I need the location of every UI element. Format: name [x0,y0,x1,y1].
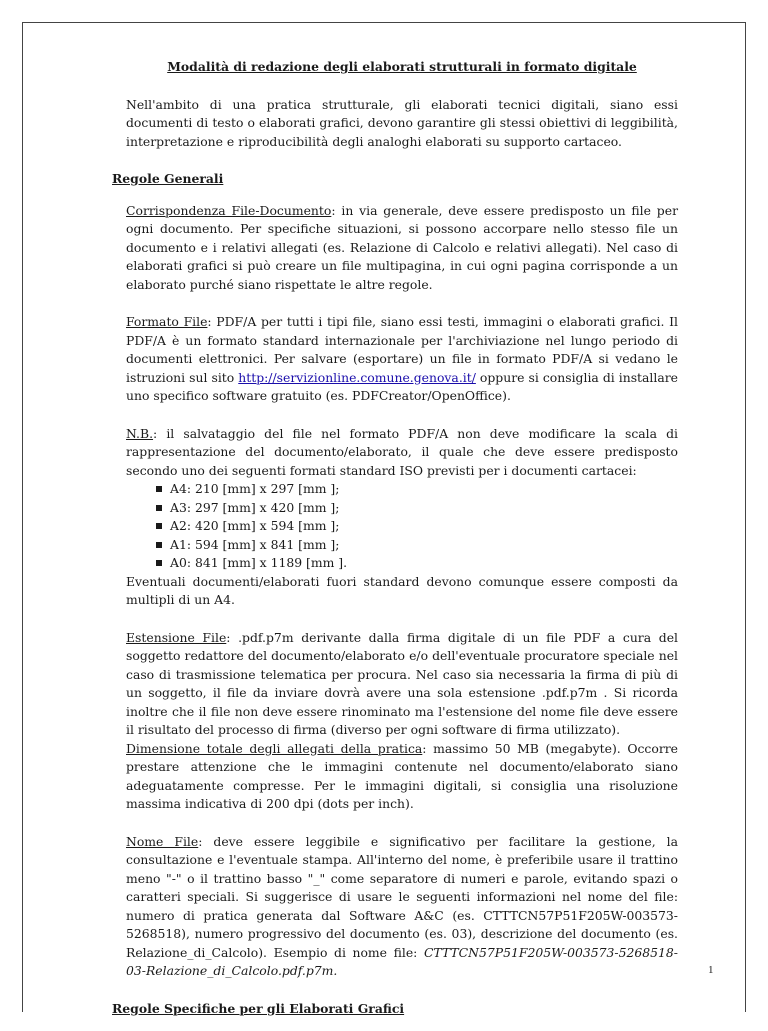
term-formato-file: Formato File [126,314,208,329]
term-estensione-file: Estensione File [126,629,227,645]
nb-after: Eventuali documenti/elaborati fuori standard devono comunque essere composti da multipli di un A4. [126,573,678,607]
text-dimensione: : massimo 50 MB (megabyte). Occorre prestare attenzione che le immagini contenute nel documento/elaborato siano adeguatamente compresse. Per le immagini digitali, si consiglia una risoluzione massima indicativa di 200 dpi (dots per inch). [126,740,678,811]
document-body [112,58,678,1031]
page-number: 1 [708,964,714,976]
list-item-a3: A3: 297 [mm] x 420 [mm ]; [156,499,678,518]
term-nome-file: Nome File [126,833,199,849]
list-item-a4: A4: 210 [mm] x 297 [mm ]; [156,480,678,499]
list-item-a1: A1: 594 [mm] x 841 [mm ]; [156,536,678,555]
paragraph-estensione [126,629,678,740]
paragraph-nome-file [126,833,678,981]
text-nb: : il salvataggio del file nel formato PDF/A non deve modificare la scala di rappresentazione del documento/elaborato, il quale che deve essere predisposto secondo uno dei seguenti formati standard ISO previsti per i documenti cartacei: [126,425,678,478]
paragraph-dimensione [126,740,678,814]
section-heading-regole-generali: Regole Generali [112,171,224,186]
paragraph-corrispondenza [126,202,678,295]
text-nome-file: : deve essere leggibile e significativo per facilitare la gestione, la consultazione e l'eventuale stampa. All'interno del nome, è preferibile usare il trattino meno "-" o il trattino basso "_" come separatore di numeri e parole, evitando spazi o caratteri speciali. Si suggerisce di usare le seguenti informazioni nel nome del file: numero di pratica generata dal Software A&C (es. CTTTCN57P51F205W-003573-5268518), numero progressivo del documento (es. 03), descrizione del documento (es. Relazione_di_Calcolo). Esempio di nome file: [126,833,678,960]
nb-intro [126,425,678,481]
term-dimensione: Dimensione totale degli allegati della pratica [126,740,423,756]
term-nb: N.B. [126,425,154,441]
example-file-name: CTTTCN57P51F205W-003573-5268518-03-Relazione_di_Calcolo.pdf.p7m. [126,944,678,978]
list-item-a0: A0: 841 [mm] x 1189 [mm ]. [156,554,678,573]
term-corrispondenza: Corrispondenza File-Documento [126,202,332,218]
iso-format-list [126,480,678,573]
paragraph-nb [126,425,678,610]
list-item-a2: A2: 420 [mm] x 594 [mm ]; [156,517,678,536]
paragraph-formato [126,313,678,406]
text-corrispondenza: : in via generale, deve essere predisposto un file per ogni documento. Per specifiche situazioni, si possono accorpare nello stesso file un documento e i relativi allegati (es. Relazione di Calcolo e relativi allegati). Nel caso di elaborati grafici si può creare un file multipagina, in cui ogni pagina corrisponde a un elaborato purché siano rispettate le altre regole. [126,202,678,292]
text-estensione: : .pdf.p7m derivante dalla firma digitale di un file PDF a cura del soggetto redattore del documento/elaborato e/o dell'eventuale procuratore speciale nel caso di trasmissione telematica per procura. Nel caso sia necessaria la firma di più di un soggetto, il file da inviare dovrà avere una sola estensione .pdf.p7m . Si ricorda inoltre che il file non deve essere rinominato ma l'estensione del nome file deve essere il risultato del processo di firma (diverso per ogni software di firma utilizzato). [126,629,678,737]
section-heading-regole-specifiche: Regole Specifiche per gli Elaborati Grafici [112,1000,405,1016]
text-formato-before: : PDF/A per tutti i tipi file, siano essi testi, immagini o elaborati grafici. Il PDF/A è un formato standard internazionale per l'archiviazione nel lungo periodo di documenti elettronici. Per salvare (esportare) un file in formato PDF/A si vedano le istruzioni sul sito [126,314,678,385]
intro-paragraph: Nell'ambito di una pratica strutturale, gli elaborati tecnici digitali, siano essi documenti di testo o elaborati grafici, devono garantire gli stessi obiettivi di leggibilità, interpretazione e riproducibilità degli analoghi elaborati su supporto cartaceo. [126,96,678,149]
servizionline-link[interactable]: http://servizionline.comune.genova.it/ [238,369,476,385]
text-formato-after: oppure si consiglia di installare uno specifico software gratuito (es. PDFCreator/OpenOffice). [126,369,678,403]
document-title: Modalità di redazione degli elaborati strutturali in formato digitale [167,59,637,74]
